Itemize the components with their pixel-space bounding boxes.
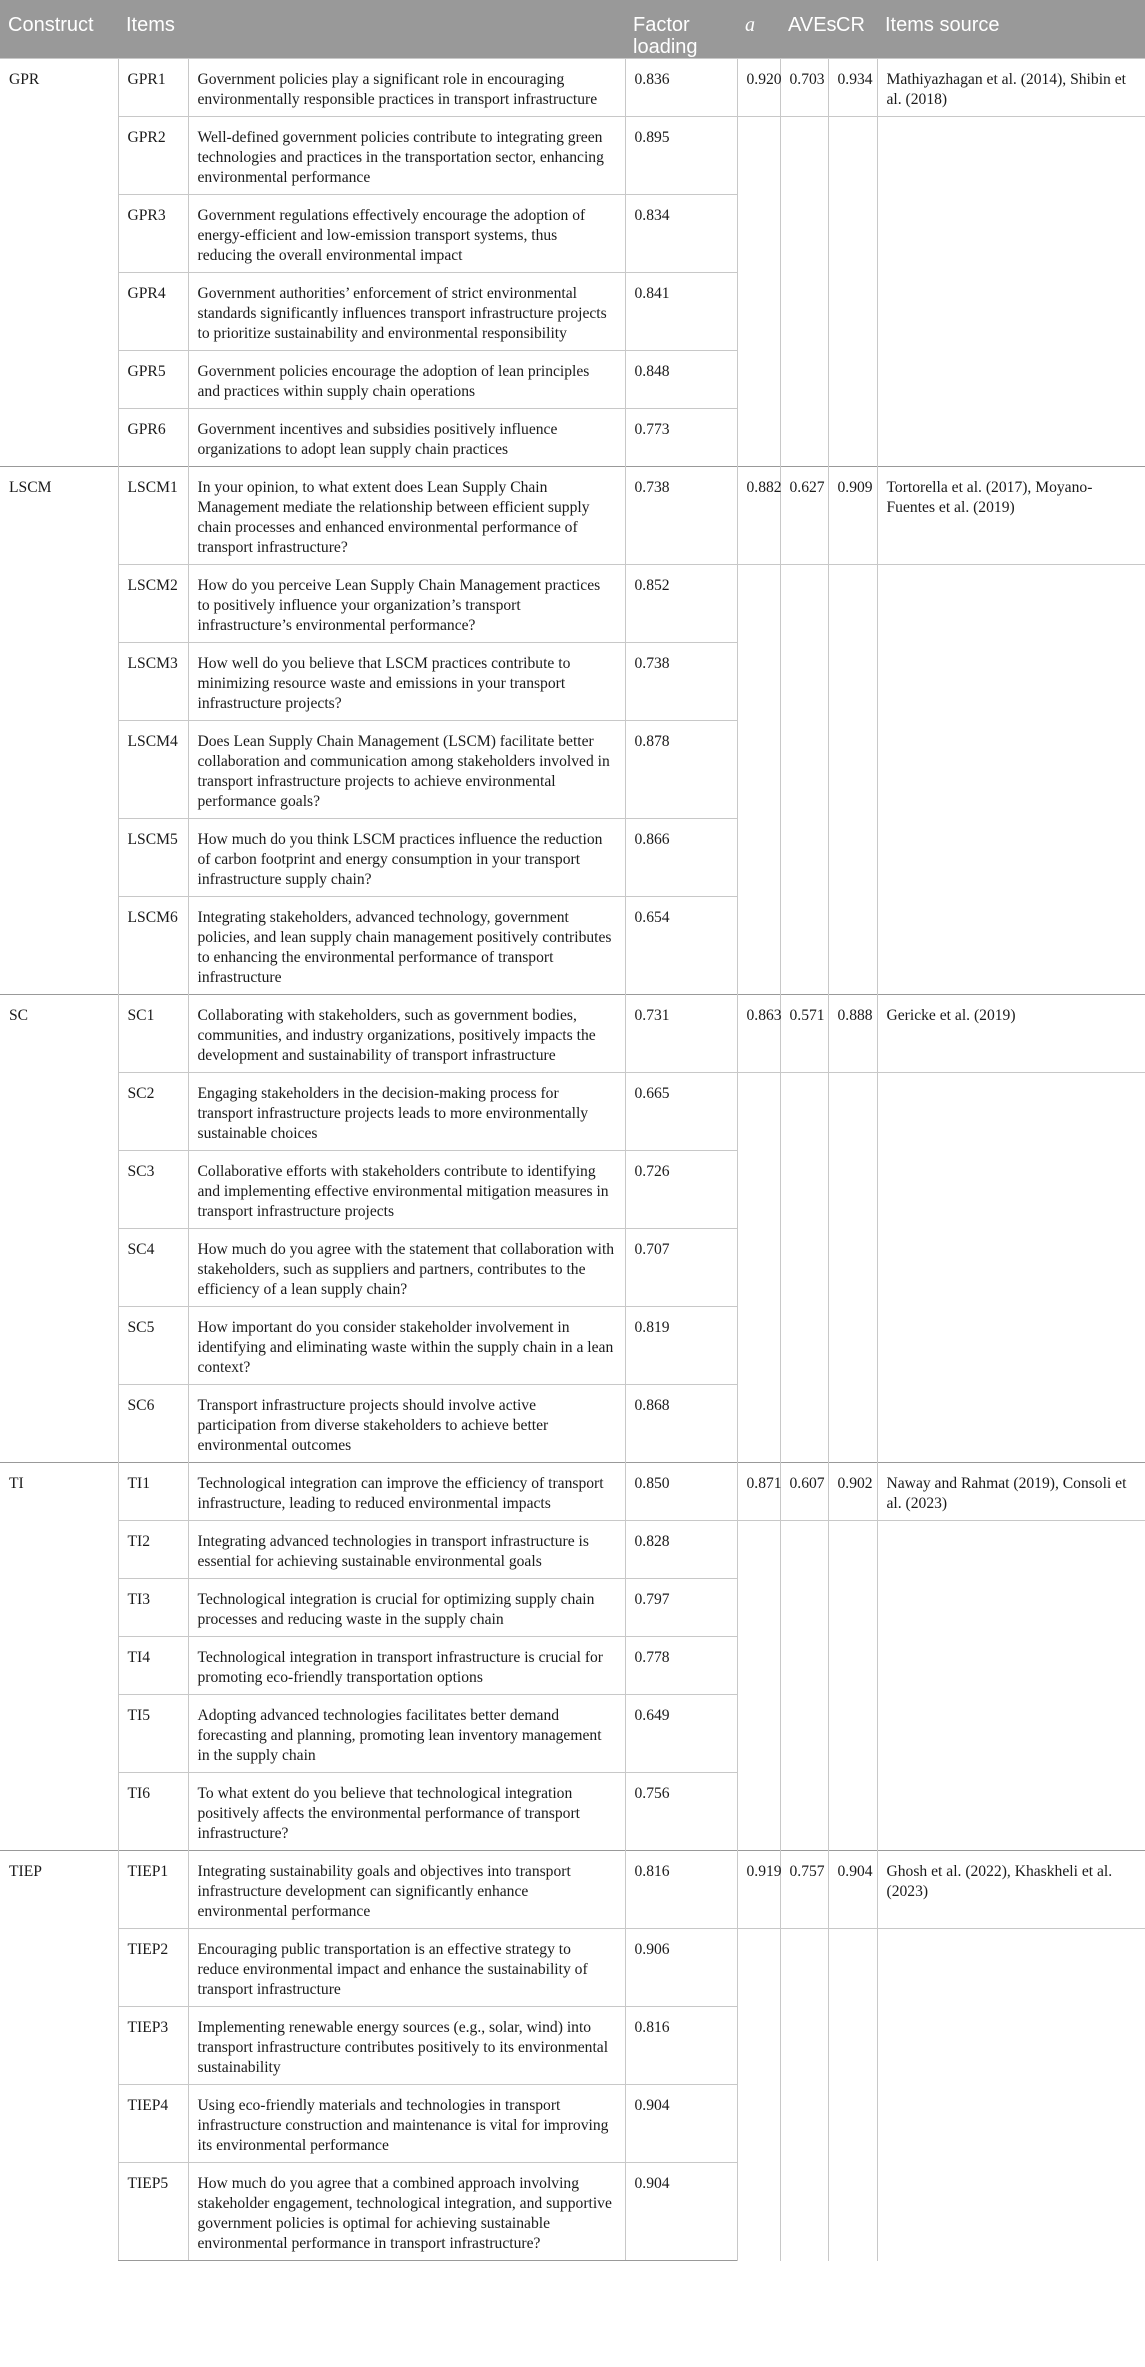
items-source-cell: Ghosh et al. (2022), Khaskheli et al. (2023) [877,1851,1145,1929]
item-text-cell: Adopting advanced technologies facilitates better demand forecasting and planning, promoting lean inventory management in the supply chain [188,1695,625,1773]
item-text-cell: Government incentives and subsidies positively influence organizations to adopt lean supply chain practices [188,409,625,467]
cr-cell: 0.904 [828,1851,877,1929]
alpha-cell-empty [737,1073,780,1463]
alpha-cell: 0.919 [737,1851,780,1929]
item-text-cell: Government policies encourage the adoption of lean principles and practices within supply chain operations [188,351,625,409]
cr-cell-empty [828,1929,877,2261]
item-code-cell: SC2 [118,1073,188,1151]
item-text-cell: Technological integration can improve the efficiency of transport infrastructure, leading to reduced environmental impacts [188,1463,625,1521]
factor-loading-cell: 0.834 [625,195,737,273]
factor-loading-cell: 0.731 [625,995,737,1073]
alpha-cell: 0.920 [737,59,780,117]
header-alpha: a [737,0,780,59]
items-source-cell-empty [877,1929,1145,2261]
cr-cell-empty [828,117,877,467]
item-code-cell: TI3 [118,1579,188,1637]
table-row [0,995,1145,1073]
factor-loading-cell: 0.828 [625,1521,737,1579]
items-source-cell: Tortorella et al. (2017), Moyano-Fuentes et al. (2019) [877,467,1145,565]
item-code-cell: TI1 [118,1463,188,1521]
item-text-cell: Government regulations effectively encourage the adoption of energy-efficient and low-emission transport systems, thus reducing the overall environmental impact [188,195,625,273]
factor-loading-cell: 0.707 [625,1229,737,1307]
header-row [0,0,1145,59]
item-text-cell: Government policies play a significant role in encouraging environmentally responsible practices in transport infrastructure [188,59,625,117]
factor-loading-cell: 0.850 [625,1463,737,1521]
factor-loading-cell: 0.904 [625,2163,737,2261]
factor-loading-cell: 0.738 [625,467,737,565]
item-text-cell: How important do you consider stakeholder involvement in identifying and eliminating waste within the supply chain in a lean context? [188,1307,625,1385]
items-source-cell: Naway and Rahmat (2019), Consoli et al. (2023) [877,1463,1145,1521]
aves-cell: 0.627 [780,467,828,565]
factor-loading-cell: 0.816 [625,1851,737,1929]
construct-cell: TIEP [0,1851,118,2261]
item-text-cell: How much do you agree that a combined approach involving stakeholder engagement, technological integration, and supportive government policies is optimal for achieving sustainable environmental performance in transport infrastructure? [188,2163,625,2261]
item-code-cell: LSCM3 [118,643,188,721]
item-text-cell: Government authorities’ enforcement of strict environmental standards significantly influences transport infrastructure projects to prioritize sustainability and environmental responsibility [188,273,625,351]
factor-loading-cell: 0.738 [625,643,737,721]
item-text-cell: Engaging stakeholders in the decision-making process for transport infrastructure projects leads to more environmentally sustainable choices [188,1073,625,1151]
item-code-cell: LSCM6 [118,897,188,995]
table-row [0,1929,1145,2007]
alpha-cell: 0.882 [737,467,780,565]
factor-loading-cell: 0.904 [625,2085,737,2163]
item-code-cell: GPR5 [118,351,188,409]
alpha-cell-empty [737,1521,780,1851]
table-row [0,565,1145,643]
factor-loading-cell: 0.816 [625,2007,737,2085]
table-row [0,1073,1145,1151]
item-text-cell: In your opinion, to what extent does Lean Supply Chain Management mediate the relationship between efficient supply chain processes and enhanced environmental performance of transport infrastructure? [188,467,625,565]
item-text-cell: How much do you think LSCM practices influence the reduction of carbon footprint and energy consumption in your transport infrastructure supply chain? [188,819,625,897]
cr-cell: 0.888 [828,995,877,1073]
alpha-cell-empty [737,117,780,467]
aves-cell-empty [780,117,828,467]
cr-cell-empty [828,565,877,995]
factor-loading-cell: 0.906 [625,1929,737,2007]
item-code-cell: TI5 [118,1695,188,1773]
factor-loading-cell: 0.848 [625,351,737,409]
item-code-cell: SC4 [118,1229,188,1307]
factor-loading-cell: 0.852 [625,565,737,643]
item-code-cell: SC6 [118,1385,188,1463]
factor-loading-cell: 0.654 [625,897,737,995]
item-code-cell: GPR3 [118,195,188,273]
factor-loading-cell: 0.841 [625,273,737,351]
item-text-cell: Technological integration is crucial for optimizing supply chain processes and reducing waste in the supply chain [188,1579,625,1637]
header-cr: CR [828,0,877,59]
factor-loading-cell: 0.726 [625,1151,737,1229]
item-text-cell: Technological integration in transport infrastructure is crucial for promoting eco-friendly transportation options [188,1637,625,1695]
cr-cell: 0.902 [828,1463,877,1521]
factor-loading-cell: 0.878 [625,721,737,819]
aves-cell-empty [780,565,828,995]
item-code-cell: GPR1 [118,59,188,117]
factor-loading-cell: 0.797 [625,1579,737,1637]
cr-cell-empty [828,1073,877,1463]
table-row [0,467,1145,565]
item-code-cell: TI4 [118,1637,188,1695]
item-code-cell: LSCM1 [118,467,188,565]
table-row [0,1521,1145,1579]
items-source-cell-empty [877,565,1145,995]
item-code-cell: TIEP4 [118,2085,188,2163]
item-code-cell: GPR4 [118,273,188,351]
cr-cell-empty [828,1521,877,1851]
construct-cell: TI [0,1463,118,1851]
item-code-cell: TIEP5 [118,2163,188,2261]
aves-cell: 0.571 [780,995,828,1073]
factor-loading-cell: 0.866 [625,819,737,897]
items-source-cell-empty [877,1521,1145,1851]
item-code-cell: GPR2 [118,117,188,195]
alpha-cell-empty [737,1929,780,2261]
alpha-cell: 0.863 [737,995,780,1073]
item-text-cell: Encouraging public transportation is an effective strategy to reduce environmental impact and enhance the sustainability of transport infrastructure [188,1929,625,2007]
item-code-cell: TI2 [118,1521,188,1579]
alpha-cell: 0.871 [737,1463,780,1521]
factor-loading-cell: 0.836 [625,59,737,117]
header-construct: Construct [0,0,118,59]
item-code-cell: GPR6 [118,409,188,467]
factor-loading-cell: 0.756 [625,1773,737,1851]
construct-cell: LSCM [0,467,118,995]
aves-cell: 0.757 [780,1851,828,1929]
item-text-cell: How do you perceive Lean Supply Chain Management practices to positively influence your organization’s transport infrastructure’s environmental performance? [188,565,625,643]
item-code-cell: SC1 [118,995,188,1073]
item-code-cell: SC5 [118,1307,188,1385]
item-text-cell: Integrating sustainability goals and objectives into transport infrastructure development can significantly enhance environmental performance [188,1851,625,1929]
item-text-cell: Collaborating with stakeholders, such as government bodies, communities, and industry organizations, positively impacts the development and sustainability of transport infrastructure [188,995,625,1073]
aves-cell: 0.607 [780,1463,828,1521]
item-code-cell: SC3 [118,1151,188,1229]
items-source-cell-empty [877,117,1145,467]
item-text-cell: Integrating stakeholders, advanced technology, government policies, and lean supply chain management positively contributes to enhancing the environmental performance of transport infrastructure [188,897,625,995]
item-text-cell: Integrating advanced technologies in transport infrastructure is essential for achieving sustainable environmental goals [188,1521,625,1579]
header-items: Items [118,0,188,59]
item-text-cell: Implementing renewable energy sources (e.g., solar, wind) into transport infrastructure contributes positively to its environmental sustainability [188,2007,625,2085]
item-text-cell: Does Lean Supply Chain Management (LSCM) facilitate better collaboration and communication among stakeholders involved in transport infrastructure projects to achieve environmental performance goals? [188,721,625,819]
construct-cell: GPR [0,59,118,467]
header-items-source: Items source [877,0,1145,59]
items-source-cell: Gericke et al. (2019) [877,995,1145,1073]
item-text-cell: To what extent do you believe that technological integration positively affects the environmental performance of transport infrastructure? [188,1773,625,1851]
item-code-cell: TIEP3 [118,2007,188,2085]
items-source-cell: Mathiyazhagan et al. (2014), Shibin et al. (2018) [877,59,1145,117]
table-row [0,1463,1145,1521]
header-item-text [188,0,625,59]
construct-cell: SC [0,995,118,1463]
item-code-cell: TIEP1 [118,1851,188,1929]
factor-loading-cell: 0.773 [625,409,737,467]
aves-cell-empty [780,1521,828,1851]
item-text-cell: Using eco-friendly materials and technologies in transport infrastructure construction and maintenance is vital for improving its environmental performance [188,2085,625,2163]
factor-loading-cell: 0.819 [625,1307,737,1385]
item-code-cell: LSCM5 [118,819,188,897]
factor-loading-cell: 0.778 [625,1637,737,1695]
table-row [0,59,1145,117]
header-factor-loading: Factor loading [625,0,737,59]
item-code-cell: LSCM4 [118,721,188,819]
table-row [0,117,1145,195]
aves-cell-empty [780,1929,828,2261]
header-aves: AVEs [780,0,828,59]
item-code-cell: LSCM2 [118,565,188,643]
item-code-cell: TIEP2 [118,1929,188,2007]
factor-loading-cell: 0.665 [625,1073,737,1151]
cr-cell: 0.934 [828,59,877,117]
cr-cell: 0.909 [828,467,877,565]
item-text-cell: Collaborative efforts with stakeholders contribute to identifying and implementing effective environmental mitigation measures in transport infrastructure projects [188,1151,625,1229]
table-row [0,1851,1145,1929]
factor-loading-cell: 0.895 [625,117,737,195]
factor-loading-cell: 0.649 [625,1695,737,1773]
item-text-cell: How much do you agree with the statement that collaboration with stakeholders, such as suppliers and partners, contributes to the efficiency of a lean supply chain? [188,1229,625,1307]
factor-loading-cell: 0.868 [625,1385,737,1463]
items-source-cell-empty [877,1073,1145,1463]
aves-cell-empty [780,1073,828,1463]
item-text-cell: Well-defined government policies contribute to integrating green technologies and practices in the transportation sector, enhancing environmental performance [188,117,625,195]
item-text-cell: Transport infrastructure projects should involve active participation from diverse stakeholders to achieve better environmental outcomes [188,1385,625,1463]
item-text-cell: How well do you believe that LSCM practices contribute to minimizing resource waste and emissions in your transport infrastructure projects? [188,643,625,721]
item-code-cell: TI6 [118,1773,188,1851]
aves-cell: 0.703 [780,59,828,117]
alpha-cell-empty [737,565,780,995]
table-body [0,59,1145,2261]
